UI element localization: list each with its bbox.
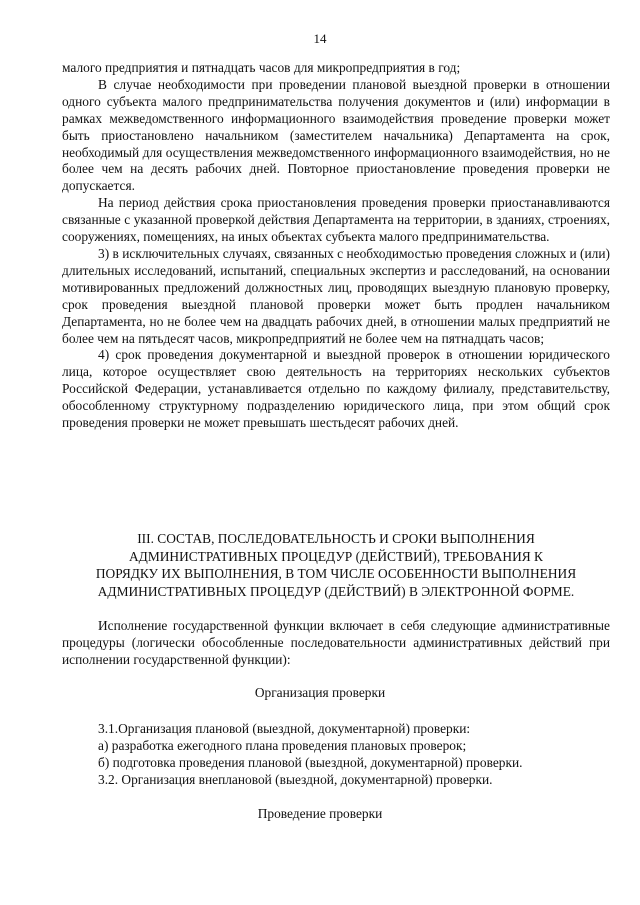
list-item: б) подготовка проведения плановой (выездной, документарной) проверки.: [98, 755, 523, 770]
section-heading: [62, 530, 610, 600]
section-heading-line: ПОРЯДКУ ИХ ВЫПОЛНЕНИЯ, В ТОМ ЧИСЛЕ ОСОБЕННОСТИ ВЫПОЛНЕНИЯ: [95, 566, 577, 581]
procedure-list: [98, 720, 610, 788]
section-heading-line: III. СОСТАВ, ПОСЛЕДОВАТЕЛЬНОСТЬ И СРОКИ ВЫПОЛНЕНИЯ: [137, 531, 535, 546]
paragraph-item-4: 4) срок проведения документарной и выездной проверок в отношении юридического лица, которое осуществляет свою деятельность на территориях нескольких субъектов Российской Федерации, устанавливается отдельно по каждому филиалу, представительству, обособленному структурному подразделению юридического лица, при этом общий срок проведения проверки не может превышать шестьдесят рабочих дней.: [62, 347, 610, 431]
body-text: [62, 60, 610, 432]
section-heading-line: АДМИНИСТРАТИВНЫХ ПРОЦЕДУР (ДЕЙСТВИЙ), ТРЕБОВАНИЯ К: [129, 548, 543, 564]
paragraph-item-3: 3) в исключительных случаях, связанных с необходимостью проведения сложных и (или) длительных исследований, испытаний, специальных экспертиз и расследований, на основании мотивированных предложений должностных лиц, проводящих выездную плановую проверку, срок проведения выездной плановой проверки может быть продлен начальником Департамента, но не более чем на двадцать рабочих дней, в отношении малых предприятий не более чем на пятьдесят часов, микропредприятий не более чем на пятнадцать часов;: [62, 245, 610, 346]
paragraph-suspension: В случае необходимости при проведении плановой выездной проверки в отношении одного субъекта малого предпринимательства получения документов и (или) информации в рамках межведомственного информационного взаимодействия проведение проверки может быть приостановлено начальником (заместителем начальника) Департамента на срок, необходимый для осуществления межведомственного информационного взаимодействия, но не более чем на десять рабочих дней. Повторное приостановление проведения проверки не допускается.: [62, 76, 610, 194]
section-heading-line: АДМИНИСТРАТИВНЫХ ПРОЦЕДУР (ДЕЙСТВИЙ) В ЭЛЕКТРОННОЙ ФОРМЕ.: [97, 583, 575, 599]
subheading-organization: Организация проверки: [254, 685, 386, 700]
page-number: 14: [313, 31, 327, 46]
list-item: а) разработка ежегодного плана проведения плановых проверок;: [98, 738, 467, 753]
paragraph-suspension-period: На период действия срока приостановления проведения проверки приостанавливаются связанные с указанной проверкой действия Департамента на территории, в зданиях, строениях, сооружениях, помещениях, на иных объектах субъекта малого предпринимательства.: [62, 195, 610, 245]
subheading-conduct: Проведение проверки: [257, 806, 383, 821]
paragraph-continuation: малого предприятия и пятнадцать часов для микропредприятия в год;: [62, 60, 461, 75]
list-item: 3.2. Организация внеплановой (выездной, документарной) проверки.: [98, 772, 493, 787]
list-item: 3.1.Организация плановой (выездной, документарной) проверки:: [98, 721, 471, 736]
intro-paragraph: Исполнение государственной функции включает в себя следующие административные процедуры (логически обособленные последовательности административных действий при исполнении государственной функции):: [62, 618, 610, 667]
